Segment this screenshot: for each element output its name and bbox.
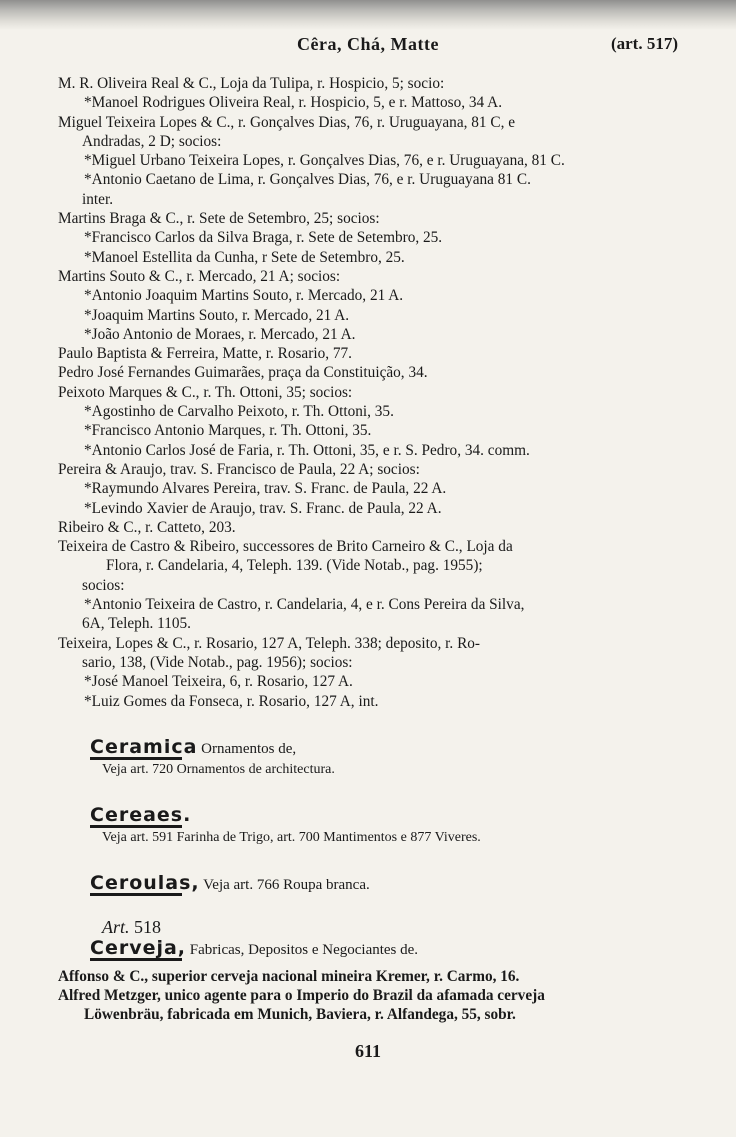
- entry-line: *Francisco Antonio Marques, r. Th. Ottoni, 35.: [84, 422, 372, 440]
- section-subtitle: Fabricas, Depositos e Negociantes de.: [189, 941, 419, 958]
- entry-line: *Luiz Gomes da Fonseca, r. Rosario, 127 A, int.: [84, 692, 379, 710]
- page-number: 611: [354, 1041, 381, 1061]
- entry-line: Ribeiro & C., r. Catteto, 203.: [58, 518, 236, 536]
- running-header: [0, 34, 736, 58]
- entry-line: Teixeira, Lopes & C., r. Rosario, 127 A, Teleph. 338; deposito, r. Ro-: [58, 634, 481, 652]
- article-label: Art.: [102, 916, 130, 937]
- entry-line: Paulo Baptista & Ferreira, Matte, r. Rosario, 77.: [58, 345, 352, 363]
- cross-reference: Veja art. 720 Ornamentos de architectura.: [102, 761, 335, 777]
- section-heading: Cerveja,: [90, 936, 187, 959]
- entry-line: *Antonio Teixeira de Castro, r. Candelaria, 4, e r. Cons Pereira da Silva,: [84, 596, 525, 614]
- entry-line: Löwenbräu, fabricada em Munich, Baviera, r. Alfandega, 55, sobr.: [84, 1006, 516, 1024]
- entry-line: *Antonio Carlos José de Faria, r. Th. Ottoni, 35, e r. S. Pedro, 34. comm.: [84, 441, 530, 459]
- directory-body: [58, 74, 698, 1025]
- entry-line: Andradas, 2 D; socios:: [82, 132, 222, 150]
- entry-line: sario, 138, (Vide Notab., pag. 1956); socios:: [82, 653, 353, 671]
- entry-line: *Raymundo Alvares Pereira, trav. S. Franc. de Paula, 22 A.: [84, 480, 447, 498]
- entry-line: Affonso & C., superior cerveja nacional mineira Kremer, r. Carmo, 16.: [58, 967, 520, 985]
- entry-line: socios:: [82, 576, 125, 594]
- entry-line: *Miguel Urbano Teixeira Lopes, r. Gonçalves Dias, 76, e r. Uruguayana, 81 C.: [84, 152, 565, 170]
- section-heading: Cereaes.: [90, 803, 192, 826]
- entry-line: inter.: [82, 190, 114, 208]
- entry-line: Teixeira de Castro & Ribeiro, successores de Brito Carneiro & C., Loja da: [58, 538, 513, 556]
- entry-line: *Agostinho de Carvalho Peixoto, r. Th. Ottoni, 35.: [84, 403, 394, 421]
- entry-line: *João Antonio de Moraes, r. Mercado, 21 A.: [84, 325, 356, 343]
- entry-line: Martins Braga & C., r. Sete de Setembro, 25; socios:: [58, 210, 380, 228]
- cerveja-entries: [58, 967, 698, 1025]
- entry-line: Flora, r. Candelaria, 4, Teleph. 139. (Vide Notab., pag. 1955);: [106, 557, 483, 575]
- entry-line: 6A, Teleph. 1105.: [82, 615, 191, 633]
- section-ceroulas: [58, 873, 698, 896]
- header-title: Cêra, Chá, Matte: [297, 34, 439, 54]
- entry-line: Peixoto Marques & C., r. Th. Ottoni, 35; socios:: [58, 383, 353, 401]
- cross-reference: Veja art. 591 Farinha de Trigo, art. 700 Mantimentos e 877 Viveres.: [102, 829, 481, 845]
- article-value: 518: [134, 916, 162, 937]
- entry-line: Alfred Metzger, unico agente para o Imperio do Brazil da afamada cerveja: [58, 987, 545, 1005]
- section-ceramica: [58, 737, 698, 779]
- article-number: [58, 916, 698, 938]
- entry-line: Pedro José Fernandes Guimarães, praça da Constituição, 34.: [58, 364, 428, 382]
- entry-line: *Francisco Carlos da Silva Braga, r. Sete de Setembro, 25.: [84, 229, 443, 247]
- header-article: (art. 517): [610, 34, 678, 53]
- section-heading: Ceramica: [90, 735, 198, 758]
- entry-line: *Joaquim Martins Souto, r. Mercado, 21 A.: [84, 306, 350, 324]
- entry-line: Pereira & Araujo, trav. S. Francisco de Paula, 22 A; socios:: [58, 460, 420, 478]
- section-heading: Ceroulas,: [90, 871, 200, 894]
- entry-line: *Antonio Caetano de Lima, r. Gonçalves Dias, 76, e r. Uruguayana 81 C.: [84, 171, 531, 189]
- entry-line: *Levindo Xavier de Araujo, trav. S. Franc. de Paula, 22 A.: [84, 499, 442, 517]
- entry-line: *Manoel Rodrigues Oliveira Real, r. Hospicio, 5, e r. Mattoso, 34 A.: [84, 94, 503, 112]
- entry-line: Miguel Teixeira Lopes & C., r. Gonçalves Dias, 76, r. Uruguayana, 81 C, e: [58, 113, 516, 131]
- section-subtitle: Ornamentos de,: [201, 740, 297, 757]
- entry-line: *Antonio Joaquim Martins Souto, r. Mercado, 21 A.: [84, 287, 404, 305]
- section-cerveja: [58, 938, 698, 960]
- entry-line: *Manoel Estellita da Cunha, r Sete de Setembro, 25.: [84, 248, 405, 266]
- cross-reference: Veja art. 766 Roupa branca.: [203, 876, 370, 893]
- entry-line: M. R. Oliveira Real & C., Loja da Tulipa, r. Hospicio, 5; socio:: [58, 75, 445, 92]
- entry-line: *José Manoel Teixeira, 6, r. Rosario, 127 A.: [84, 673, 353, 691]
- section-cereaes: [58, 805, 698, 847]
- entry-line: Martins Souto & C., r. Mercado, 21 A; socios:: [58, 267, 341, 285]
- scan-edge: [0, 0, 736, 30]
